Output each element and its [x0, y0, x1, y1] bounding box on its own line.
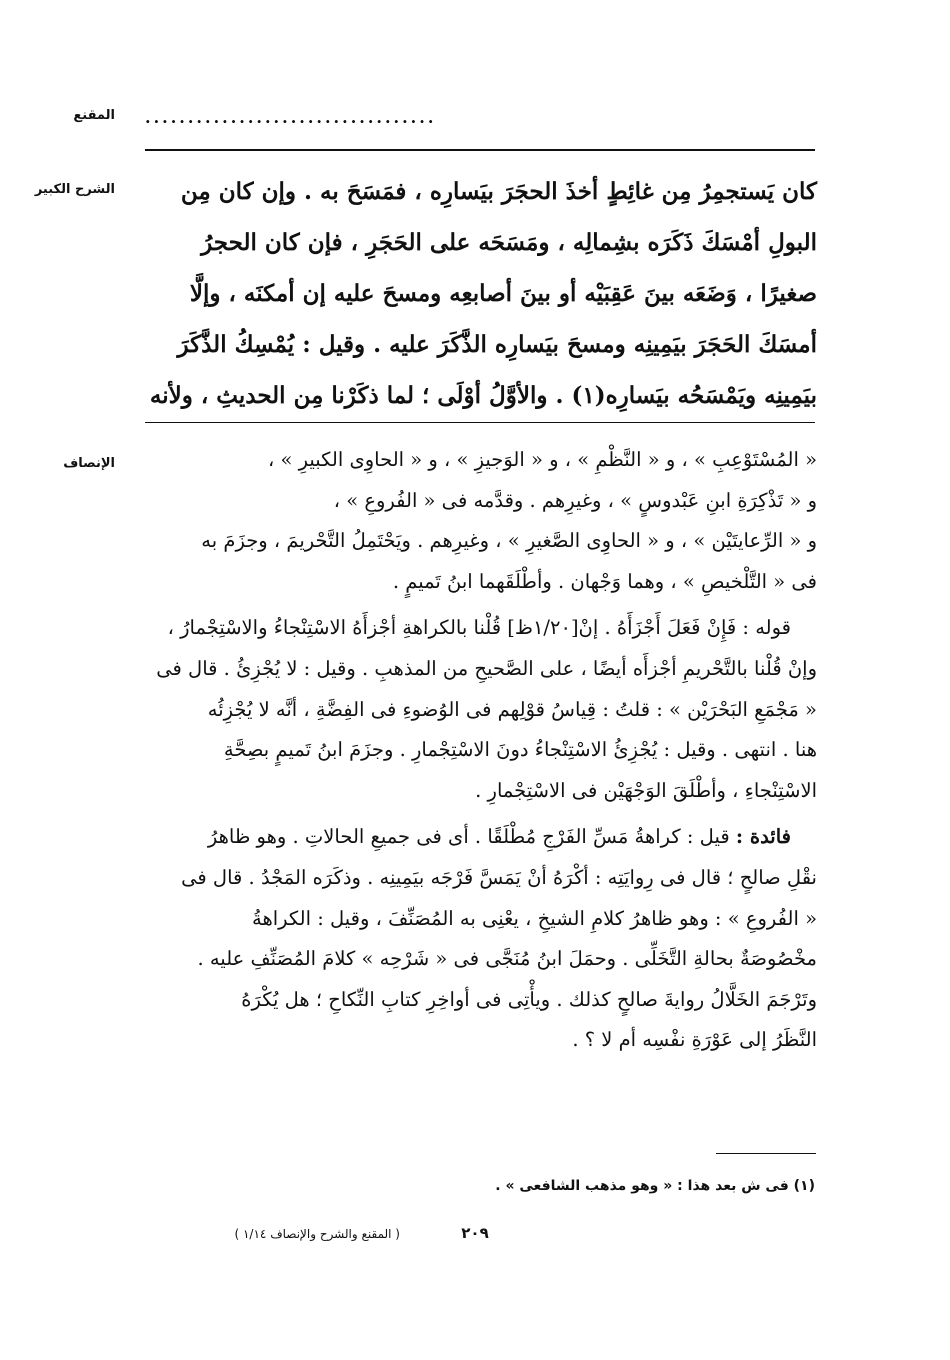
sharh-line: صغيرًا ، وَضَعَه بينَ عَقِبَيْه أو بينَ أصابعِه ومسحَ عليه إن أمكنَه ، وإلَّا	[189, 280, 817, 307]
sharh-line: كان يَستجمِرُ مِن غائِطٍ أخذَ الحجَرَ بيَسارِه ، فمَسَحَ به . وإن كان مِن	[180, 178, 817, 205]
insaf-line: مخْصُوصَةٌ بحالةِ التَّخَلِّى . وحمَلَ ابنُ مُنَجَّى فى « شَرْحِه » كلامَ المُصَنِّفِ عليه .	[197, 947, 817, 971]
insaf-line: وتَرْجَمَ الخَلَّالُ روايةَ صالحٍ كذلك . ويأْتِى فى أواخِرِ كتابِ النِّكاحِ ؛ هل يُكْرَهُ	[241, 987, 817, 1011]
insaf-text-block	[145, 440, 817, 1061]
page-number: ٢٠٩	[461, 1224, 489, 1242]
sharh-line: بيَمِينِه ويَمْسَحُه بيَسارِه(١) . والأوَّلُ أوْلَى ؛ لما ذكَرْنا مِن الحديثِ ، ولأنه	[149, 382, 817, 409]
insaf-line: « المُسْتَوْعِبِ » ، و « النَّظْمِ » ، و « الوَجيزِ » ، و « الحاوِى الكبيرِ » ،	[268, 448, 817, 471]
margin-label-muqni: المقنع	[73, 108, 115, 123]
sharh-line: أمسَكَ الحَجَرَ بيَمِينِه ومسحَ بيَسارِه الذَّكَرَ عليه . وقيل : يُمْسِكُ الذَّكَرَ	[177, 331, 817, 358]
header-rule	[145, 149, 815, 151]
margin-label-insaf: الإنصاف	[63, 456, 115, 471]
faida-label: فائدة :	[735, 825, 791, 849]
footnote-rule	[716, 1153, 816, 1154]
faida-text: قيل : كراهةُ مَسِّ الفَرْجِ مُطْلَقًا . أى فى جميعِ الحالاتِ . وهو ظاهرُ	[207, 825, 730, 849]
insaf-line: نقْلِ صالحٍ ؛ قال فى رِوايَتِه : أكْرَهُ أنْ يَمَسَّ فَرْجَه بيَمِينِه . وذكَرَه المَجْدُ . قال فى	[181, 865, 817, 889]
insaf-line: وإنْ قُلْنا بالتَّحْريمِ أجْزأَه أيضًا ، على الصَّحيحِ من المذهبِ . وقيل : لا يُجْزِئُ . قال فى	[156, 656, 817, 680]
insaf-line: « مَجْمَعِ البَحْرَيْن » : قلتُ : قِياسُ قوْلِهم فى الوُضوءِ فى الفِضَّةِ ، أنَّه لا يُجْزِئُه	[207, 697, 817, 721]
print-reference: ( المقنع والشرح والإنصاف ١/١٤ )	[234, 1227, 400, 1241]
footnote: (١) فى ش بعد هذا : « وهو مذهب الشافعى » .	[495, 1178, 815, 1194]
insaf-line: النَّظَرُ إلى عَوْرَةِ نفْسِه أم لا ؟ .	[572, 1028, 817, 1052]
insaf-line: فى « التَّلْخيصِ » ، وهما وَجْهان . وأطْلَقَهما ابنُ تَميمٍ .	[392, 569, 817, 593]
insaf-line: الاسْتِنْجاءِ ، وأطْلَقَ الوَجْهَيْن فى الاسْتِجْمارِ .	[475, 778, 817, 802]
margin-label-sharh: الشرح الكبير	[34, 182, 115, 197]
muqni-dotted-line: ..................................	[145, 108, 437, 127]
insaf-line: هنا . انتهى . وقيل : يُجْزِئُ الاسْتِنْجاءُ دونَ الاسْتِجْمارِ . وجزَمَ ابنُ تَميمٍ بصِحَّةِ	[223, 738, 817, 762]
insaf-line: و « تَذْكِرَةِ ابنِ عَبْدوسٍ » ، وغيرِهم . وقدَّمه فى « الفُروعِ » ،	[333, 488, 817, 512]
section-divider	[145, 422, 815, 423]
insaf-line: « الفُروعِ » : وهو ظاهرُ كلامِ الشيخِ ، يعْنِى به المُصَنِّفَ ، وقيل : الكراهةُ	[252, 906, 817, 930]
insaf-line: قوله : فَإِنْ فَعَلَ أَجْزَأَهُ . إنْ[١/٢٠ظ] قُلْنا بالكراهةِ أجْزأَهُ الاسْتِنْجاءُ والاسْتِجْمارُ ،	[167, 616, 791, 640]
insaf-line: و « الرِّعايتَيْن » ، و « الحاوِى الصَّغيرِ » ، وغيرِهم . ويَحْتَمِلُ التَّحْريمَ ، وجزَمَ به	[201, 529, 817, 553]
sharh-text-block	[145, 166, 817, 421]
sharh-line: البولِ أمْسَكَ ذَكَرَه بشِمالِه ، ومَسَحَه على الحَجَرِ ، فإن كان الحجرُ	[201, 229, 817, 256]
insaf-line	[145, 817, 817, 858]
